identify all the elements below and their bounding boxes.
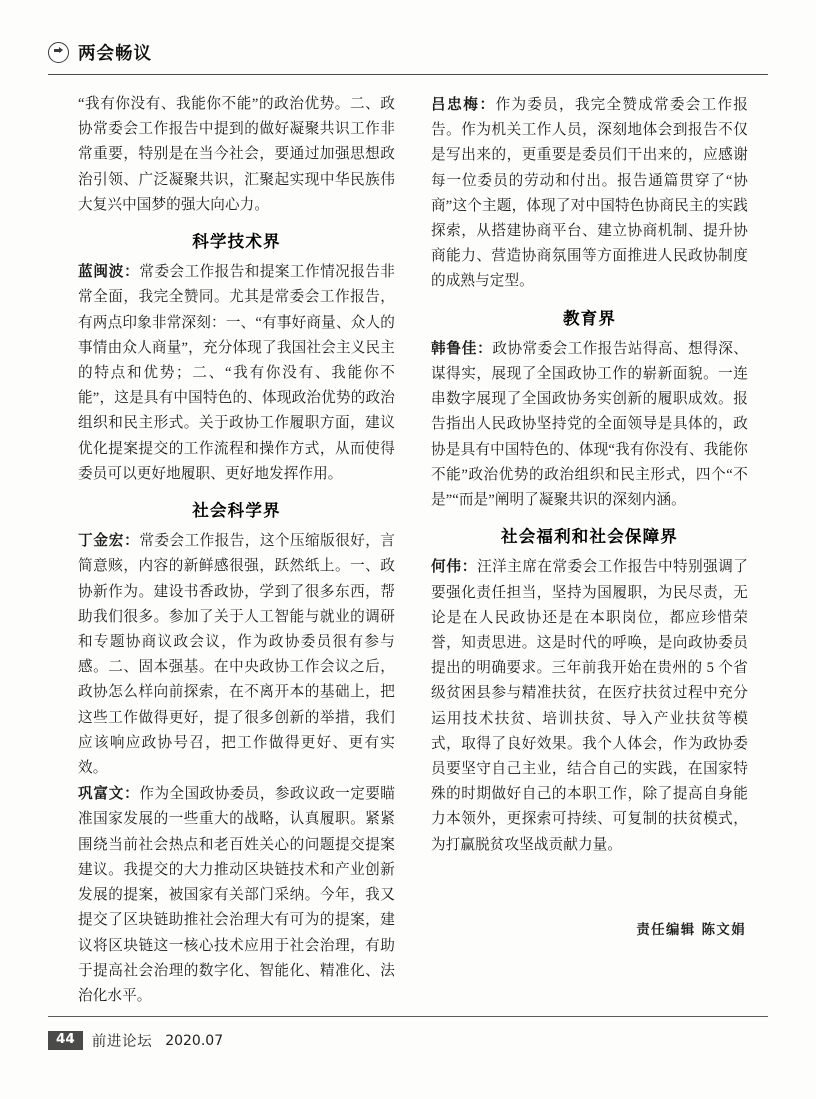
paragraph-text: 常委会工作报告，这个压缩版很好，言简意赅，内容的新鲜感很强，跃然纸上。一、政协新作为。建设书香政协，学到了很多东西，帮助我们很多。参加了关于人工智能与就业的调研和专题协商议政会议，作为政协委员很有参与感。二、固本强基。在中央政协工作会议之后，政协怎么样向前探索，在不离开本的基础上，把这些工作做得更好，提了很多创新的举措，我们应该响应政协号召，把工作做得更好、更有实效。 xyxy=(78,533,395,777)
paragraph xyxy=(431,92,748,295)
magazine-name: 前进论坛 xyxy=(91,1034,153,1050)
paragraph xyxy=(78,528,395,781)
page-footer xyxy=(48,1030,768,1051)
section-heading: 教育界 xyxy=(562,308,617,328)
left-column xyxy=(78,92,395,1012)
arrow-in-circle-icon xyxy=(48,42,69,63)
article-columns xyxy=(78,92,748,1012)
paragraph xyxy=(78,781,395,1009)
speaker-name: 何伟： xyxy=(431,558,478,576)
paragraph-text: “我有你没有、我能你不能”的政治优势。二、政协常委会工作报告中提到的做好凝聚共识工作非常重要，特别是在当今社会，要通过加强思想政治引领、广泛凝聚共识，汇聚起实现中华民族伟大复兴中国梦的强大向心力。 xyxy=(78,96,395,213)
speaker-name: 韩鲁佳： xyxy=(431,339,493,357)
header-divider xyxy=(48,74,768,75)
speaker-name: 蓝闽波： xyxy=(78,263,140,281)
speaker-name: 巩富文： xyxy=(78,785,140,803)
paragraph-text: 政协常委会工作报告站得高、想得深、谋得实，展现了全国政协工作的崭新面貌。一连串数字展现了全国政协务实创新的履职成效。报告指出人民政协坚持党的全面领导是具体的，政协是具有中国特色的、体现“我有你没有、我能你不能”政治优势的政治组织和民主形式，四个“不是”“而是”阐明了凝聚共识的深刻内涵。 xyxy=(431,340,748,509)
paragraph xyxy=(431,336,748,513)
right-column xyxy=(431,92,748,1012)
editor-credit: 责任编辑 陈文娟 xyxy=(636,922,746,938)
page-title: 两会畅议 xyxy=(78,44,152,64)
issue-date: 2020.07 xyxy=(165,1032,224,1049)
paragraph-text: 常委会工作报告和提案工作情况报告非常全面，我完全赞同。尤其是常委会工作报告，有两点印象非常深刻：一、“有事好商量、众人的事情由众人商量”，充分体现了我国社会主义民主的特点和优势；二、“我有你没有、我能你不能”，这是具有中国特色的、体现政治优势的政治组织和民主形式。关于政协工作履职方面，建议优化提案提交的工作流程和操作方式，从而使得委员可以更好地履职、更好地发挥作用。 xyxy=(78,264,395,482)
paragraph xyxy=(78,92,395,218)
speaker-name: 丁金宏： xyxy=(78,532,140,550)
paragraph-text: 汪洋主席在常委会工作报告中特别强调了要强化责任担当，坚持为国履职，为民尽责，无论是在人民政协还是在本职岗位，都应珍惜荣誉，知责思进。这是时代的呼唤，是向政协委员提出的明确要求。三年前我开始在贵州的 5 个省级贫困县参与精准扶贫，在医疗扶贫过程中充分运用技术扶贫、培训扶贫、导入产业扶贫等模式，取得了良好效果。我个人体会，作为政协委员要坚守自己主业，结合自己的实践，在国家特殊的时期做好自己的本职工作，除了提高自身能力本领外，更探索可持续、可复制的扶贫模式，为打赢脱贫攻坚战贡献力量。 xyxy=(431,559,748,853)
footer-divider xyxy=(48,1016,768,1017)
page-header xyxy=(48,40,768,80)
section-heading: 社会福利和社会保障界 xyxy=(501,527,678,547)
paragraph xyxy=(78,259,395,487)
paragraph-text: 作为委员，我完全赞成常委会工作报告。作为机关工作人员，深刻地体会到报告不仅是写出来的，更重要是委员们干出来的，应感谢每一位委员的劳动和付出。报告通篇贯穿了“协商”这个主题，体现了对中国特色协商民主的实践探索，从搭建协商平台、建立协商机制、提升协商能力、营造协商氛围等方面推进人民政协制度的成熟与定型。 xyxy=(431,97,748,290)
speaker-name: 吕忠梅： xyxy=(431,96,496,113)
section-heading: 科学技术界 xyxy=(192,232,281,252)
paragraph xyxy=(431,554,748,857)
header-inner xyxy=(48,40,768,72)
section-heading: 社会科学界 xyxy=(192,501,281,521)
paragraph-text: 作为全国政协委员，参政议政一定要瞄准国家发展的一些重大的战略，认真履职。紧紧围绕当前社会热点和老百姓关心的问题提交提案建议。我提交的大力推动区块链技术和产业创新发展的提案，被国家有关部门采纳。今年，我又提交了区块链助推社会治理大有可为的提案，建议将区块链这一核心技术应用于社会治理，有助于提高社会治理的数字化、智能化、精准化、法治化水平。 xyxy=(78,786,395,1004)
page-number: 44 xyxy=(48,1031,83,1050)
